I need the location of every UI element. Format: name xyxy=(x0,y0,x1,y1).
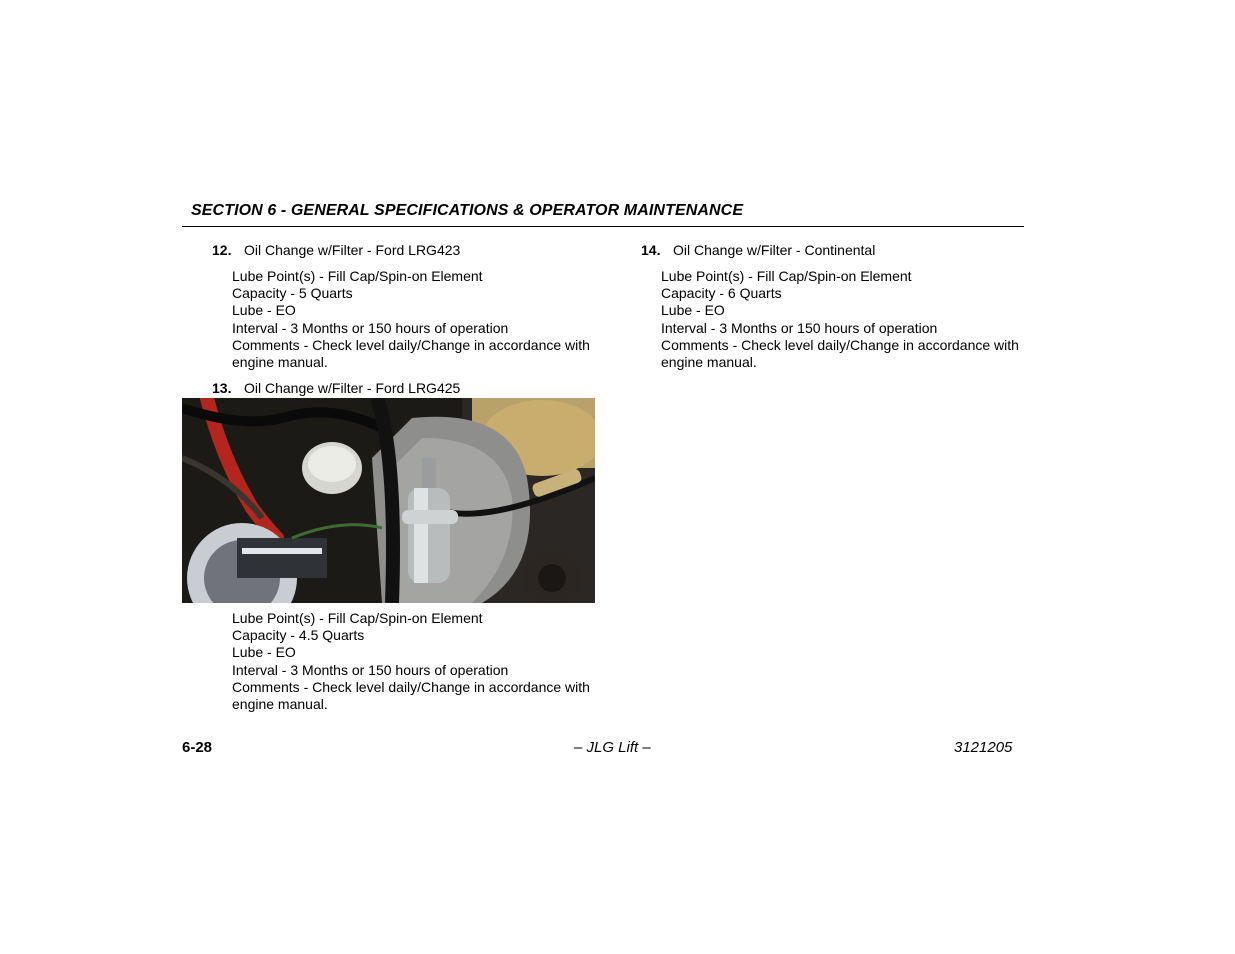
interval-line: Interval - 3 Months or 150 hours of operation xyxy=(232,661,509,678)
lube-line: Lube - EO xyxy=(661,302,725,319)
item-number: 12. xyxy=(212,242,232,258)
page-number: 6-28 xyxy=(182,739,213,756)
header-rule xyxy=(182,226,1024,227)
comments-line: Comments - Check level daily/Change in accordance with xyxy=(232,678,590,695)
item-title: Oil Change w/Filter - Ford LRG423 xyxy=(244,242,461,258)
lube-point-line: Lube Point(s) - Fill Cap/Spin-on Element xyxy=(232,268,483,284)
lube-line: Lube - EO xyxy=(232,644,296,661)
comments-line-cont: engine manual. xyxy=(232,354,328,371)
lube-point-line: Lube Point(s) - Fill Cap/Spin-on Element xyxy=(661,268,912,284)
item-title: Oil Change w/Filter - Ford LRG425 xyxy=(244,380,461,396)
item-number: 14. xyxy=(641,242,661,258)
comments-line: Comments - Check level daily/Change in accordance with xyxy=(661,336,1019,353)
item-13-heading xyxy=(212,380,460,397)
document-number: 3121205 xyxy=(954,739,1013,756)
item-14-heading xyxy=(641,242,875,259)
comments-line: Comments - Check level daily/Change in accordance with xyxy=(232,336,590,353)
item-12-heading xyxy=(212,242,460,259)
item-12-details xyxy=(232,268,590,371)
lube-line: Lube - EO xyxy=(232,302,296,319)
engine-oil-filter-photo xyxy=(182,398,595,603)
section-title: SECTION 6 - GENERAL SPECIFICATIONS & OPERATOR MAINTENANCE xyxy=(191,202,744,219)
item-14-details xyxy=(661,268,1019,371)
comments-line-cont: engine manual. xyxy=(661,354,757,371)
footer-publisher: – JLG Lift – xyxy=(574,739,651,756)
item-13-details xyxy=(232,610,590,713)
item-number: 13. xyxy=(212,380,232,396)
lube-point-line: Lube Point(s) - Fill Cap/Spin-on Element xyxy=(232,610,483,626)
item-title: Oil Change w/Filter - Continental xyxy=(673,242,876,258)
comments-line-cont: engine manual. xyxy=(232,696,328,713)
capacity-line: Capacity - 4.5 Quarts xyxy=(232,627,365,644)
interval-line: Interval - 3 Months or 150 hours of operation xyxy=(661,319,938,336)
capacity-line: Capacity - 6 Quarts xyxy=(661,285,782,302)
capacity-line: Capacity - 5 Quarts xyxy=(232,285,353,302)
interval-line: Interval - 3 Months or 150 hours of operation xyxy=(232,319,509,336)
